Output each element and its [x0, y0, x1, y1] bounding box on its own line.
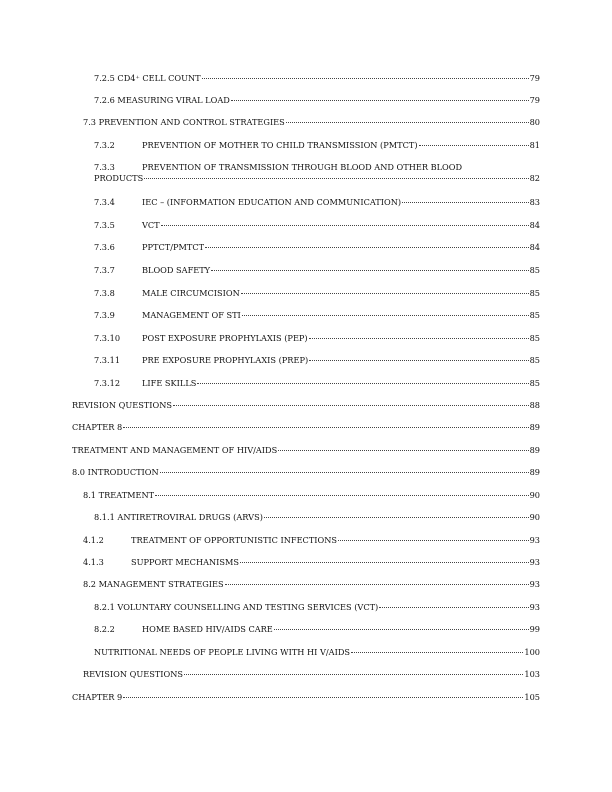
toc-entry-title: CHAPTER 9: [72, 692, 123, 702]
toc-entry-number: 7.3.11: [94, 355, 121, 365]
toc-entry[interactable]: [94, 288, 540, 299]
toc-entry-page: 100: [524, 647, 540, 657]
dot-leader: [338, 540, 529, 541]
toc-entry[interactable]: [94, 162, 540, 184]
dot-leader: [264, 517, 529, 518]
toc-entry-number: 7.3.9: [94, 310, 115, 320]
toc-entry-page: 85: [529, 310, 540, 320]
toc-entry[interactable]: [83, 117, 540, 128]
toc-entry-page: 90: [529, 490, 540, 500]
toc-entry-title: 7.3 PREVENTION AND CONTROL STRATEGIES: [83, 117, 285, 127]
toc-entry-page: 103: [524, 669, 540, 679]
toc-entry-title: CHAPTER 8: [72, 422, 123, 432]
toc-entry-page: 93: [529, 535, 540, 545]
toc-entry[interactable]: [94, 73, 540, 84]
toc-entry-title: PREVENTION OF MOTHER TO CHILD TRANSMISSION (PMTCT): [142, 140, 418, 150]
toc-entry-page: 89: [529, 467, 540, 477]
toc-entry-page: 105: [524, 692, 540, 702]
toc-entry-number: 4.1.2: [83, 535, 104, 545]
toc-entry-page: 79: [529, 73, 540, 83]
toc-entry-number: 7.3.12: [94, 378, 121, 388]
toc-entry-title: PREVENTION OF TRANSMISSION THROUGH BLOOD AND OTHER BLOOD: [142, 162, 463, 172]
toc-entry-page: 82: [529, 173, 540, 183]
dot-leader: [278, 450, 528, 451]
toc-entry-title: 8.2.1 VOLUNTARY COUNSELLING AND TESTING SERVICES (VCT): [94, 602, 379, 612]
toc-entry-title: REVISION QUESTIONS: [83, 669, 183, 679]
toc-entry-page: 93: [529, 557, 540, 567]
dot-leader: [274, 629, 529, 630]
dot-leader: [144, 178, 528, 179]
toc-entry-number: 4.1.3: [83, 557, 104, 567]
dot-leader: [402, 202, 529, 203]
toc-entry-page: 79: [529, 95, 540, 105]
toc-entry-title: MANAGEMENT OF STI: [142, 310, 241, 320]
toc-entry[interactable]: [94, 647, 540, 658]
dot-leader: [225, 584, 529, 585]
toc-entry-page: 85: [529, 265, 540, 275]
toc-entry-page: 85: [529, 333, 540, 343]
dot-leader: [309, 360, 528, 361]
toc-entry[interactable]: [83, 557, 540, 568]
toc-entry-page: 85: [529, 355, 540, 365]
toc-entry-page: 81: [529, 140, 540, 150]
toc-entry-page: 89: [529, 422, 540, 432]
toc-entry-page: 83: [529, 197, 540, 207]
toc-entry-title: TREATMENT AND MANAGEMENT OF HIV/AIDS: [72, 445, 278, 455]
dot-leader: [351, 652, 523, 653]
toc-entry-page: 84: [529, 220, 540, 230]
toc-entry-title: TREATMENT OF OPPORTUNISTIC INFECTIONS: [131, 535, 338, 545]
toc-entry[interactable]: [72, 422, 540, 433]
toc-entry-page: 89: [529, 445, 540, 455]
dot-leader: [379, 607, 528, 608]
toc-entry-title: 8.1 TREATMENT: [83, 490, 155, 500]
toc-entry-title: 8.2 MANAGEMENT STRATEGIES: [83, 579, 224, 589]
toc-entry[interactable]: [72, 692, 540, 703]
toc-entry-title: NUTRITIONAL NEEDS OF PEOPLE LIVING WITH HI V/AIDS: [94, 647, 351, 657]
dot-leader: [419, 145, 529, 146]
toc-entry[interactable]: [83, 490, 540, 501]
toc-entry-number: 7.3.6: [94, 242, 115, 252]
toc-entry-title: REVISION QUESTIONS: [72, 400, 172, 410]
toc-entry-number: 7.3.10: [94, 333, 121, 343]
toc-entry-page: 85: [529, 378, 540, 388]
dot-leader: [160, 472, 529, 473]
dot-leader: [241, 293, 529, 294]
dot-leader: [309, 338, 529, 339]
toc-entry[interactable]: [94, 378, 540, 389]
dot-leader: [240, 562, 529, 563]
toc-entry[interactable]: [94, 512, 540, 523]
dot-leader: [211, 270, 528, 271]
toc-entry-number: 7.3.3: [94, 162, 115, 172]
dot-leader: [231, 100, 529, 101]
dot-leader: [173, 405, 529, 406]
toc-entry[interactable]: [94, 333, 540, 344]
toc-entry-title: IEC – (INFORMATION EDUCATION AND COMMUNICATION): [142, 197, 402, 207]
toc-entry-title: POST EXPOSURE PROPHYLAXIS (PEP): [142, 333, 308, 343]
toc-entry-page: 80: [529, 117, 540, 127]
toc-entry-page: 85: [529, 288, 540, 298]
toc-entry[interactable]: [72, 445, 540, 456]
dot-leader: [205, 247, 529, 248]
toc-entry-title: SUPPORT MECHANISMS: [131, 557, 240, 567]
toc-entry[interactable]: [94, 95, 540, 106]
toc-entry-title: 8.0 INTRODUCTION: [72, 467, 159, 477]
toc-entry-page: 90: [529, 512, 540, 522]
toc-entry[interactable]: [83, 669, 540, 680]
dot-leader: [197, 383, 528, 384]
toc-entry-title: PPTCT/PMTCT: [142, 242, 205, 252]
toc-entry-title: MALE CIRCUMCISION: [142, 288, 240, 298]
toc-entry[interactable]: [94, 355, 540, 366]
toc-entry[interactable]: [72, 467, 540, 478]
toc-entry-number: 7.3.5: [94, 220, 115, 230]
toc-entry[interactable]: [94, 220, 540, 231]
toc-entry-number: 8.2.2: [94, 624, 115, 634]
toc-entry[interactable]: [94, 265, 540, 276]
toc-entry-title-continued: PRODUCTS: [94, 173, 144, 183]
dot-leader: [155, 495, 528, 496]
toc-entry-title: 7.2.5 CD4⁺ CELL COUNT: [94, 73, 201, 83]
dot-leader: [286, 122, 529, 123]
toc-entry[interactable]: [83, 535, 540, 546]
toc-entry-page: 93: [529, 602, 540, 612]
toc-entry-number: 7.3.2: [94, 140, 115, 150]
toc-entry-page: 88: [529, 400, 540, 410]
toc-entry-page: 99: [529, 624, 540, 634]
toc-entry-page: 93: [529, 579, 540, 589]
toc-entry-title: VCT: [142, 220, 160, 230]
toc-entry-title: 7.2.6 MEASURING VIRAL LOAD: [94, 95, 230, 105]
toc-entry[interactable]: [94, 624, 540, 635]
toc-entry-number: 7.3.7: [94, 265, 115, 275]
toc-entry[interactable]: [83, 579, 540, 590]
dot-leader: [202, 78, 529, 79]
dot-leader: [123, 427, 528, 428]
toc-entry-number: 7.3.4: [94, 197, 115, 207]
toc-entry-title: BLOOD SAFETY: [142, 265, 211, 275]
dot-leader: [161, 225, 529, 226]
dot-leader: [242, 315, 529, 316]
toc-entry-title: PRE EXPOSURE PROPHYLAXIS (PREP): [142, 355, 309, 365]
toc-entry-title: 8.1.1 ANTIRETROVIRAL DRUGS (ARVS): [94, 512, 263, 522]
toc-entry-title: HOME BASED HIV/AIDS CARE: [142, 624, 273, 634]
toc-entry[interactable]: [94, 140, 540, 151]
toc-entry[interactable]: [94, 242, 540, 253]
toc-entry[interactable]: [94, 602, 540, 613]
toc-entry-number: 7.3.8: [94, 288, 115, 298]
toc-entry-title: LIFE SKILLS: [142, 378, 197, 388]
dot-leader: [184, 674, 523, 675]
toc-entry[interactable]: [94, 310, 540, 321]
dot-leader: [123, 697, 523, 698]
toc-entry[interactable]: [72, 400, 540, 411]
toc-entry-page: 84: [529, 242, 540, 252]
toc-entry[interactable]: [94, 197, 540, 208]
